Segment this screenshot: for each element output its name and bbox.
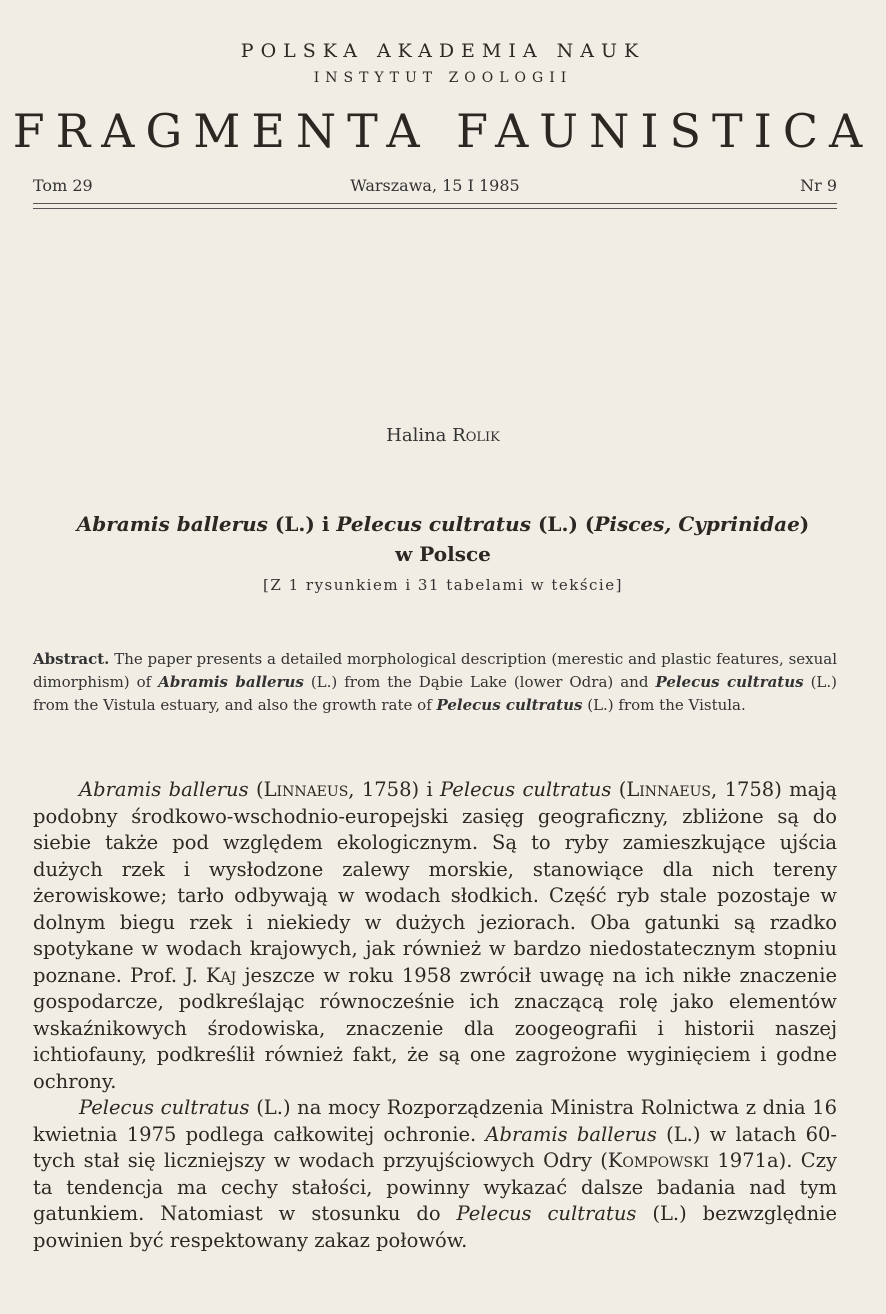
article-title: Abramis ballerus (L.) i Pelecus cultratus (L.) (Pisces, Cyprinidae) w Polsce: [76, 512, 810, 566]
abstract-text: (L.) from the Vistula estuary, and also the growth rate of: [33, 673, 838, 714]
title-conjunction: i: [321, 512, 330, 536]
citation-author: Kaj: [206, 963, 237, 987]
author-first-name: Halina: [386, 425, 447, 446]
author: [0, 425, 886, 446]
body-text: (L.) na mocy Rozporządzenia Ministra Rolnictwa z dnia 16 kwietnia 1975 podlega całkowitej ochronie.: [33, 1096, 837, 1146]
body-text: jeszcze w roku 1958 zwrócił uwagę na ich nikłe znaczenie gospodarcze, podkreślając równocześnie ich znaczącą rolę jako elementów wskaźnikowych środowiska, znaczenie dla zoogeografii i historii naszej ichtiofauny, podkreślił również fakt, że są one zagrożone wyginięciem i godne ochrony.: [33, 963, 837, 1093]
author-last-name: Rolik: [452, 425, 500, 446]
body-text: (L.) bezwzględnie powinien być respektowany zakaz połowów.: [33, 1202, 838, 1252]
abstract-species: Pelecus cultratus: [655, 673, 804, 691]
place-date: Warszawa, 15 I 1985: [350, 176, 520, 195]
title-authority-1: (L.): [274, 512, 315, 536]
abstract: [33, 648, 837, 717]
article-subtitle: [Z 1 rysunkiem i 31 tabelami w tekście]: [263, 576, 623, 594]
paragraph-2: [33, 1095, 837, 1254]
volume-number: Tom 29: [33, 176, 93, 195]
citation-author: Kompowski: [607, 1149, 710, 1172]
header-rule-top: [33, 203, 837, 204]
abstract-label: Abstract.: [33, 650, 110, 668]
title-species-1: Abramis ballerus: [76, 512, 268, 536]
citation-author: Linnaeus: [626, 778, 712, 801]
title-line-2: w Polsce: [395, 542, 491, 566]
body-text: (: [611, 778, 627, 801]
body-text: , 1758) mają podobny środkowo-wschodnio-europejski zasięg geograficzny, zbliżone są do siebie także pod względem ekologicznym. Są to ryby zamieszkujące ujścia dużych rzek i wysłodzone zalewy morskie, stanowiące dla nich tereny żerowiskowe; tarło odbywają w wodach słodkich. Część ryb stale pozostaje w dolnym biegu rzek i niekiedy w dużych jeziorach. Oba gatunki są rzadko spotykane w wodach krajowych, jak również w bardzo niedostatecznym stopniu poznane. Prof. J.: [33, 778, 837, 987]
paragraph-1: [33, 777, 837, 1095]
species-name: Pelecus cultratus: [440, 778, 612, 801]
body-text: 1971a). Czy ta tendencja ma cechy stałości, powinny wykazać dalsze badania nad tym gatunkiem. Natomiast w stosunku do: [33, 1149, 837, 1225]
abstract-text: (L.) from the Dąbie Lake (lower Odra) and: [303, 673, 656, 691]
institute-name: INSTYTUT ZOOLOGII: [313, 70, 573, 86]
body-text: (: [248, 778, 264, 801]
species-name: Abramis ballerus: [79, 778, 249, 801]
body-text: , 1758) i: [348, 778, 441, 801]
article-body: [33, 777, 837, 1254]
abstract-species: Abramis ballerus: [158, 673, 304, 691]
title-species-2: Pelecus cultratus: [336, 512, 531, 536]
species-name: Pelecus cultratus: [456, 1202, 637, 1225]
header-rule-bottom: [33, 208, 837, 209]
body-text: (L.) w latach 60-tych stał się liczniejszy w wodach przyujściowych Odry (: [33, 1122, 837, 1172]
issue-number: Nr 9: [800, 176, 837, 195]
abstract-text: The paper presents a detailed morphological description (merestic and plastic features, sexual dimorphism) of: [33, 650, 837, 691]
title-authority-2: (L.): [537, 512, 578, 536]
species-name: Abramis ballerus: [485, 1122, 657, 1146]
abstract-text: (L.) from the Vistula.: [582, 696, 746, 714]
abstract-species: Pelecus cultratus: [436, 696, 583, 714]
academy-name: POLSKA AKADEMIA NAUK: [240, 40, 646, 62]
title-taxa: Pisces, Cyprinidae: [594, 512, 800, 536]
journal-title: FRAGMENTA FAUNISTICA: [12, 104, 874, 158]
species-name: Pelecus cultratus: [79, 1096, 250, 1119]
citation-author: Linnaeus: [263, 778, 349, 801]
issue-meta: [33, 176, 837, 198]
